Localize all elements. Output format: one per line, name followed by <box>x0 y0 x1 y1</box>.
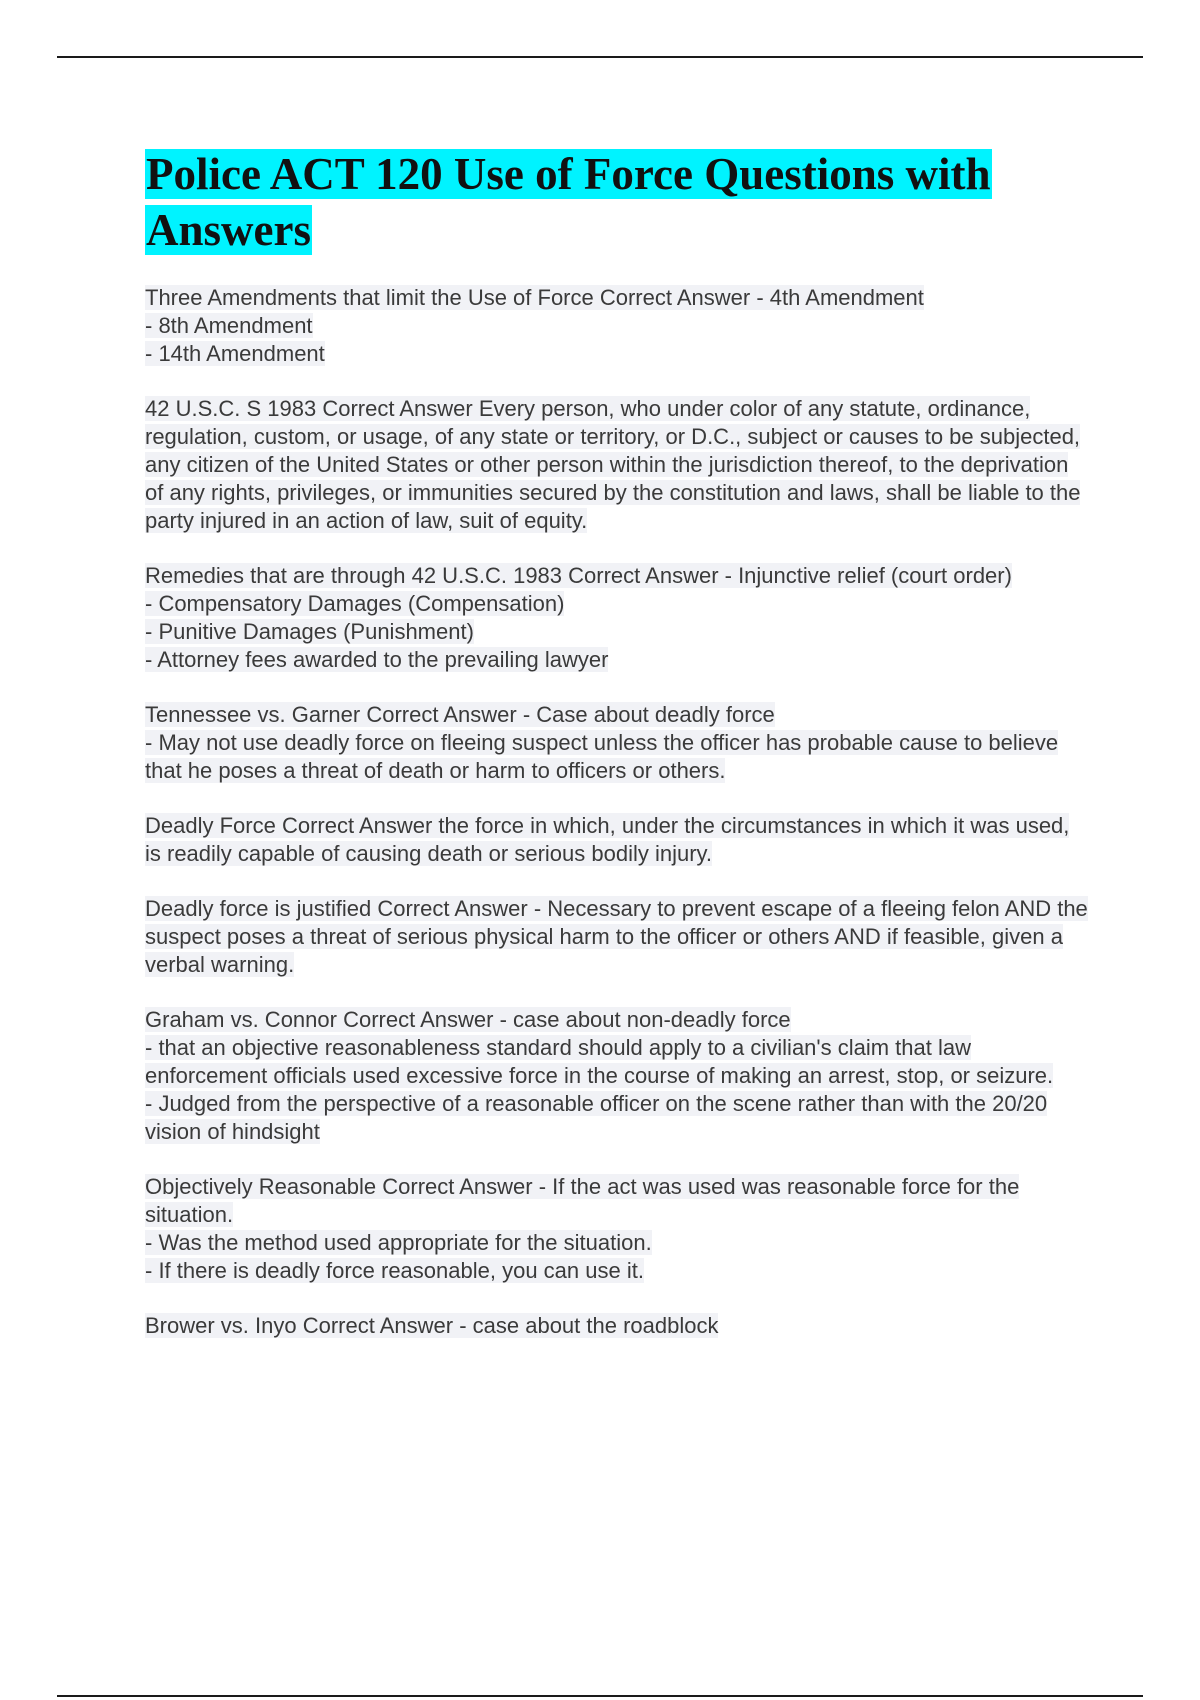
qa-line-text: Objectively Reasonable Correct Answer - If the act was used was reasonable force for the situation. <box>145 1174 1020 1227</box>
qa-line <box>145 1034 1090 1090</box>
qa-entry-brower-inyo <box>145 1312 1090 1340</box>
qa-line-text: - If there is deadly force reasonable, you can use it. <box>145 1258 644 1283</box>
qa-line <box>145 812 1090 868</box>
qa-line <box>145 1257 1090 1285</box>
qa-line-text: Brower vs. Inyo Correct Answer - case about the roadblock <box>145 1313 719 1338</box>
qa-line <box>145 1229 1090 1257</box>
qa-entry-usc-1983 <box>145 395 1090 535</box>
qa-line <box>145 562 1090 590</box>
qa-line-text: Graham vs. Connor Correct Answer - case about non-deadly force <box>145 1007 791 1032</box>
qa-line-text: - May not use deadly force on fleeing suspect unless the officer has probable cause to believe that he poses a threat of death or harm to officers or others. <box>145 730 1059 783</box>
qa-entry-tennessee-garner <box>145 701 1090 785</box>
qa-line-text: - Judged from the perspective of a reasonable officer on the scene rather than with the 20/20 vision of hindsight <box>145 1091 1048 1144</box>
qa-list <box>145 284 1090 1340</box>
qa-line <box>145 1173 1090 1229</box>
document-title-text: Police ACT 120 Use of Force Questions with Answers <box>146 149 991 255</box>
qa-line <box>145 590 1090 618</box>
qa-entry-amendments <box>145 284 1090 368</box>
qa-entry-remedies <box>145 562 1090 674</box>
qa-line-text: 42 U.S.C. S 1983 Correct Answer Every person, who under color of any statute, ordinance, regulation, custom, or usage, of any state or territory, or D.C., subject or causes to be subjected, any citizen of the United States or other person within the jurisdiction thereof, to the deprivation of any rights, privileges, or immunities secured by the constitution and laws, shall be liable to the party injured in an action of law, suit of equity. <box>145 396 1081 533</box>
qa-line-text: - 8th Amendment <box>145 313 313 338</box>
qa-line <box>145 895 1090 979</box>
qa-line-text: - that an objective reasonableness standard should apply to a civilian's claim that law enforcement officials used excessive force in the course of making an arrest, stop, or seizure. <box>145 1035 1054 1088</box>
qa-line <box>145 729 1090 785</box>
qa-line <box>145 395 1090 535</box>
bottom-rule <box>57 1695 1143 1697</box>
qa-line-text: Remedies that are through 42 U.S.C. 1983 Correct Answer - Injunctive relief (court order) <box>145 563 1012 588</box>
qa-line-text: Deadly force is justified Correct Answer - Necessary to prevent escape of a fleeing felon AND the suspect poses a threat of serious physical harm to the officer or others AND if feasible, given a verbal warning. <box>145 896 1088 977</box>
top-rule <box>57 56 1143 58</box>
qa-line-text: - Was the method used appropriate for the situation. <box>145 1230 652 1255</box>
qa-line <box>145 312 1090 340</box>
qa-line <box>145 1006 1090 1034</box>
qa-entry-graham-connor <box>145 1006 1090 1146</box>
qa-line-text: Three Amendments that limit the Use of Force Correct Answer - 4th Amendment <box>145 285 924 310</box>
qa-line <box>145 284 1090 312</box>
qa-line-text: Deadly Force Correct Answer the force in which, under the circumstances in which it was used, is readily capable of causing death or serious bodily injury. <box>145 813 1070 866</box>
document-title <box>145 146 1090 258</box>
qa-line-text: Tennessee vs. Garner Correct Answer - Case about deadly force <box>145 702 775 727</box>
qa-line <box>145 1312 1090 1340</box>
qa-entry-objectively-reasonable <box>145 1173 1090 1285</box>
qa-line-text: - Compensatory Damages (Compensation) <box>145 591 565 616</box>
qa-line <box>145 1090 1090 1146</box>
document-body <box>145 146 1090 1367</box>
qa-line-text: - Punitive Damages (Punishment) <box>145 619 474 644</box>
qa-line-text: - 14th Amendment <box>145 341 325 366</box>
qa-line <box>145 701 1090 729</box>
qa-entry-deadly-force <box>145 812 1090 868</box>
qa-line <box>145 646 1090 674</box>
qa-entry-deadly-force-justified <box>145 895 1090 979</box>
qa-line-text: - Attorney fees awarded to the prevailing lawyer <box>145 647 609 672</box>
qa-line <box>145 340 1090 368</box>
qa-line <box>145 618 1090 646</box>
